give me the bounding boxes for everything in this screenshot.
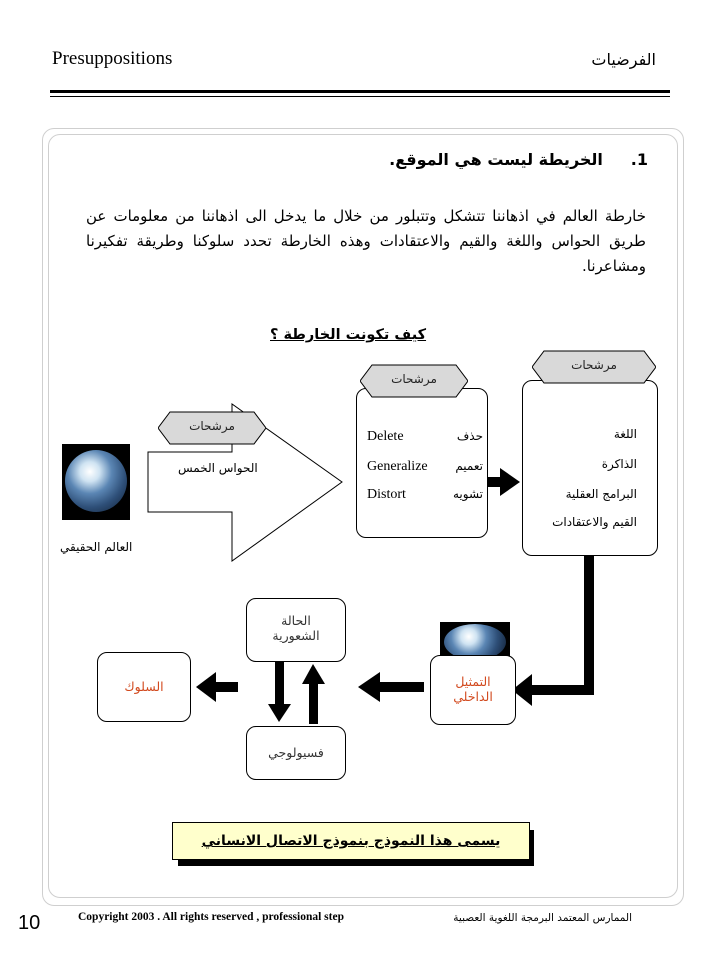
section-paragraph: خارطة العالم في اذهاننا تتشكل وتتبلور من خلال ما يدخل الى اذهاننا من معلومات عن طريق الحواس واللغة والقيم والاعتقادات وهذه الخارطة تحدد سلوكنا وطريقة تفكيرنا ومشاعرنا.	[86, 207, 646, 275]
real-world-label: العالم الحقيقي	[60, 540, 133, 554]
physiology-box	[246, 726, 346, 780]
page-number: 10	[18, 912, 41, 934]
filter2-en-generalize: Generalize	[367, 459, 428, 474]
arrow-rep-to-state-shaft	[378, 682, 424, 692]
header-title-en: Presuppositions	[52, 48, 173, 69]
filter3-item-values: القيم والاعتقادات	[552, 515, 637, 529]
diagram-question: كيف تكونت الخارطة ؟	[270, 327, 427, 343]
arrow-down-head	[268, 704, 291, 722]
internal-representation-box	[430, 655, 516, 725]
arrow-up-head	[302, 664, 325, 684]
filter-tab-3-label: مرشحات	[571, 358, 617, 372]
filter-box-2	[356, 388, 488, 538]
connector-horizontal	[528, 685, 594, 695]
filter2-ar-delete: حذف	[456, 429, 483, 443]
footer-arabic: الممارس المعتمد البرمجة اللغوية العصبية	[453, 912, 632, 924]
internal-rep-line1: التمثيل	[455, 674, 491, 689]
arrow-down-shaft	[275, 662, 284, 708]
filter3-item-programs: البرامج العقلية	[565, 487, 637, 501]
state-line2: الشعورية	[272, 628, 320, 643]
filter3-item-memory: الذاكرة	[601, 457, 637, 471]
behavior-label: السلوك	[124, 679, 164, 694]
arrow-to-behavior-shaft	[214, 682, 238, 692]
arrow-up-shaft	[309, 682, 318, 724]
filter-box-3	[522, 380, 658, 556]
state-line1: الحالة	[281, 613, 311, 628]
arrow-rep-to-state-head	[358, 672, 380, 702]
filter2-ar-generalize: تعميم	[455, 459, 483, 473]
internal-rep-line2: الداخلي	[453, 689, 493, 704]
behavior-box	[97, 652, 191, 722]
physiology-label: فسيولوجي	[268, 745, 324, 760]
emotional-state-box	[246, 598, 346, 662]
header-title-ar: الفرضيات	[591, 50, 656, 69]
model-banner: يسمى هذا النموذج بنموذج الاتصال الانساني	[172, 822, 530, 860]
filter3-item-language: اللغة	[613, 427, 637, 441]
section-title-text: الخريطة ليست هي الموقع.	[389, 150, 603, 169]
arrow-filter2-to-filter3-head	[500, 468, 520, 496]
earth-icon	[65, 450, 127, 512]
copyright-text: Copyright 2003 . All rights reserved , professional step	[78, 911, 344, 923]
filter2-row-delete	[367, 429, 483, 445]
filter2-row-distort	[367, 487, 483, 503]
section-number: 1.	[630, 150, 648, 169]
filter-tab-1-label: مرشحات	[189, 419, 235, 433]
real-world-image	[62, 444, 130, 520]
filter2-en-delete: Delete	[367, 429, 404, 444]
senses-label: الحواس الخمس	[178, 461, 258, 475]
connector-vertical	[584, 555, 594, 695]
filter2-ar-distort: تشويه	[452, 487, 483, 501]
filter-tab-2-label: مرشحات	[391, 372, 437, 386]
arrow-filter2-to-filter3-shaft	[488, 477, 502, 487]
filter2-en-distort: Distort	[367, 487, 406, 502]
arrow-to-behavior-head	[196, 672, 216, 702]
filter2-row-generalize	[367, 459, 483, 475]
